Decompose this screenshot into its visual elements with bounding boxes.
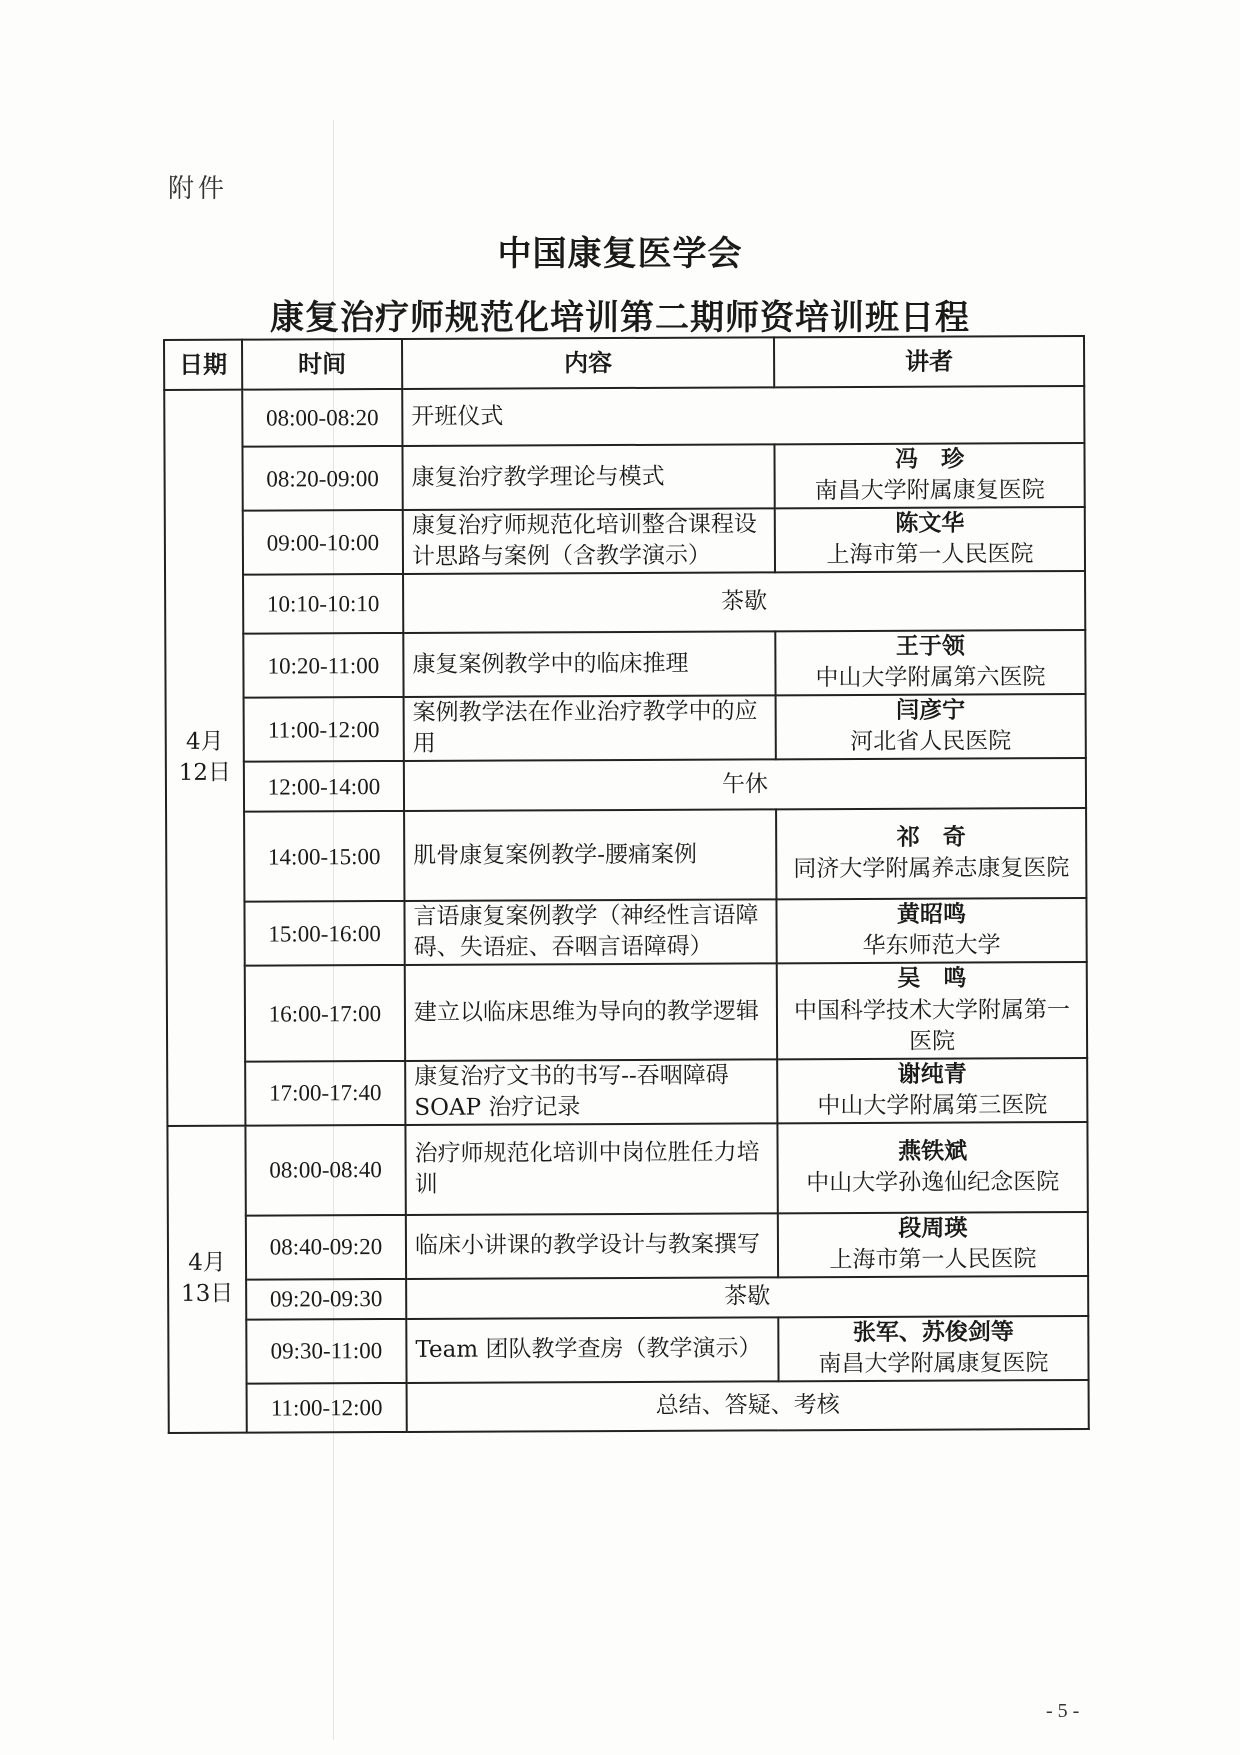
title-schedule: 康复治疗师规范化培训第二期师资培训班日程 — [270, 298, 970, 338]
content-cell: 康复治疗师规范化培训整合课程设计思路与案例（含教学演示） — [403, 508, 775, 574]
time-cell: 14:00-15:00 — [244, 811, 404, 902]
content-cell: 康复案例教学中的临床推理 — [403, 632, 775, 698]
content-cell: 肌骨康复案例教学-腰痛案例 — [404, 810, 776, 902]
speaker-org: 中国科学技术大学附属第一医院 — [793, 996, 1070, 1055]
speaker-org: 华东师范大学 — [862, 932, 1001, 960]
content-cell: 治疗师规范化培训中岗位胜任力培训 — [405, 1123, 777, 1215]
speaker-name: 祁 奇 — [896, 824, 966, 852]
date-cell-day2 — [167, 1125, 246, 1433]
table-row — [168, 1276, 1088, 1320]
speaker-cell — [776, 808, 1086, 899]
content-cell: Team 团队教学查房（教学演示） — [406, 1317, 778, 1383]
time-cell: 17:00-17:40 — [245, 1061, 405, 1126]
table-row — [168, 1316, 1088, 1384]
speaker-cell — [775, 507, 1085, 572]
speaker-name: 闫彦宁 — [896, 697, 966, 725]
table-row — [165, 507, 1085, 575]
time-cell: 08:40-09:20 — [246, 1215, 406, 1280]
time-cell: 16:00-17:00 — [245, 965, 405, 1061]
time-cell: 12:00-14:00 — [244, 761, 404, 812]
speaker-org: 上海市第一人民医院 — [826, 541, 1034, 569]
speaker-name: 陈文华 — [895, 510, 965, 537]
content-cell: 案例教学法在作业治疗教学中的应用 — [404, 696, 776, 762]
speaker-org: 南昌大学附属康复医院 — [814, 477, 1045, 505]
date-day: 12日 — [178, 759, 232, 786]
schedule-table — [163, 335, 1090, 1434]
time-cell: 09:00-10:00 — [243, 510, 403, 575]
speaker-cell — [778, 1316, 1088, 1381]
speaker-cell — [777, 1058, 1087, 1123]
speaker-name: 谢纯青 — [897, 1061, 967, 1088]
speaker-cell — [776, 898, 1086, 963]
speaker-org: 中山大学附属第三医院 — [817, 1091, 1048, 1119]
speaker-name: 燕铁斌 — [897, 1138, 968, 1165]
header-date: 日期 — [164, 340, 242, 390]
speaker-cell — [777, 962, 1087, 1058]
date-month: 4月 — [185, 728, 224, 755]
table-row — [164, 443, 1084, 511]
speaker-name: 黄昭鸣 — [896, 901, 967, 929]
time-cell: 09:30-11:00 — [246, 1319, 406, 1384]
speaker-cell — [774, 443, 1084, 508]
speaker-name: 段周瑛 — [898, 1215, 968, 1242]
page-number: - 5 - — [1046, 1700, 1080, 1722]
table-row — [166, 694, 1086, 762]
speaker-cell — [777, 1122, 1087, 1213]
time-cell: 08:00-08:20 — [242, 389, 402, 447]
content-cell: 临床小讲课的教学设计与教案撰写 — [406, 1213, 778, 1279]
date-day: 13日 — [180, 1280, 234, 1308]
break-cell: 午休 — [404, 758, 1086, 811]
table-header-row — [164, 336, 1084, 390]
speaker-org: 同济大学附属养志康复医院 — [793, 855, 1070, 883]
speaker-name: 张军、苏俊剑等 — [852, 1319, 1014, 1346]
speaker-org: 上海市第一人民医院 — [829, 1245, 1037, 1273]
table-row — [166, 758, 1086, 812]
table-row — [167, 1122, 1087, 1216]
break-cell: 茶歇 — [403, 571, 1085, 633]
speaker-cell — [778, 1212, 1088, 1277]
table-row — [166, 808, 1086, 902]
content-cell: 言语康复案例教学（神经性言语障碍、失语症、吞咽言语障碍） — [404, 900, 776, 966]
content-cell: 开班仪式 — [402, 386, 1084, 446]
speaker-org: 河北省人民医院 — [850, 728, 1012, 756]
attachment-label: 附件 — [168, 174, 229, 204]
table-row — [168, 1212, 1088, 1280]
table-row — [167, 1058, 1087, 1126]
table-row — [165, 571, 1085, 634]
speaker-org: 中山大学孙逸仙纪念医院 — [806, 1168, 1060, 1196]
table-row — [165, 630, 1085, 698]
speaker-org: 中山大学附属第六医院 — [815, 664, 1046, 692]
speaker-name: 吴 鸣 — [897, 965, 967, 993]
content-cell: 康复治疗教学理论与模式 — [402, 444, 774, 510]
speaker-org: 南昌大学附属康复医院 — [818, 1349, 1049, 1377]
time-cell: 09:20-09:30 — [246, 1279, 406, 1320]
time-cell: 10:20-11:00 — [243, 633, 403, 698]
header-speaker: 讲者 — [774, 336, 1084, 387]
header-content: 内容 — [402, 337, 774, 389]
content-cell: 建立以临床思维为导向的教学逻辑 — [405, 964, 777, 1061]
time-cell: 08:20-09:00 — [242, 446, 402, 511]
time-cell: 11:00-12:00 — [244, 697, 404, 762]
time-cell: 11:00-12:00 — [247, 1383, 407, 1433]
content-cell: 康复治疗文书的书写--吞咽障碍SOAP 治疗记录 — [405, 1059, 777, 1125]
title-organization: 中国康复医学会 — [497, 234, 743, 274]
header-time: 时间 — [242, 339, 402, 390]
summary-cell: 总结、答疑、考核 — [407, 1380, 1089, 1432]
time-cell: 10:10-10:10 — [243, 574, 403, 634]
time-cell: 15:00-16:00 — [244, 901, 404, 966]
break-cell: 茶歇 — [406, 1276, 1088, 1319]
date-cell-day1 — [164, 390, 245, 1126]
table-row — [167, 962, 1087, 1061]
table-row — [169, 1380, 1089, 1433]
table-row — [166, 898, 1086, 966]
time-cell: 08:00-08:40 — [245, 1125, 405, 1216]
date-month: 4月 — [188, 1249, 226, 1277]
speaker-name: 冯 珍 — [894, 446, 965, 473]
speaker-cell — [776, 694, 1086, 759]
speaker-cell — [775, 630, 1085, 695]
table-row — [164, 386, 1084, 447]
speaker-name: 王于领 — [895, 633, 965, 660]
